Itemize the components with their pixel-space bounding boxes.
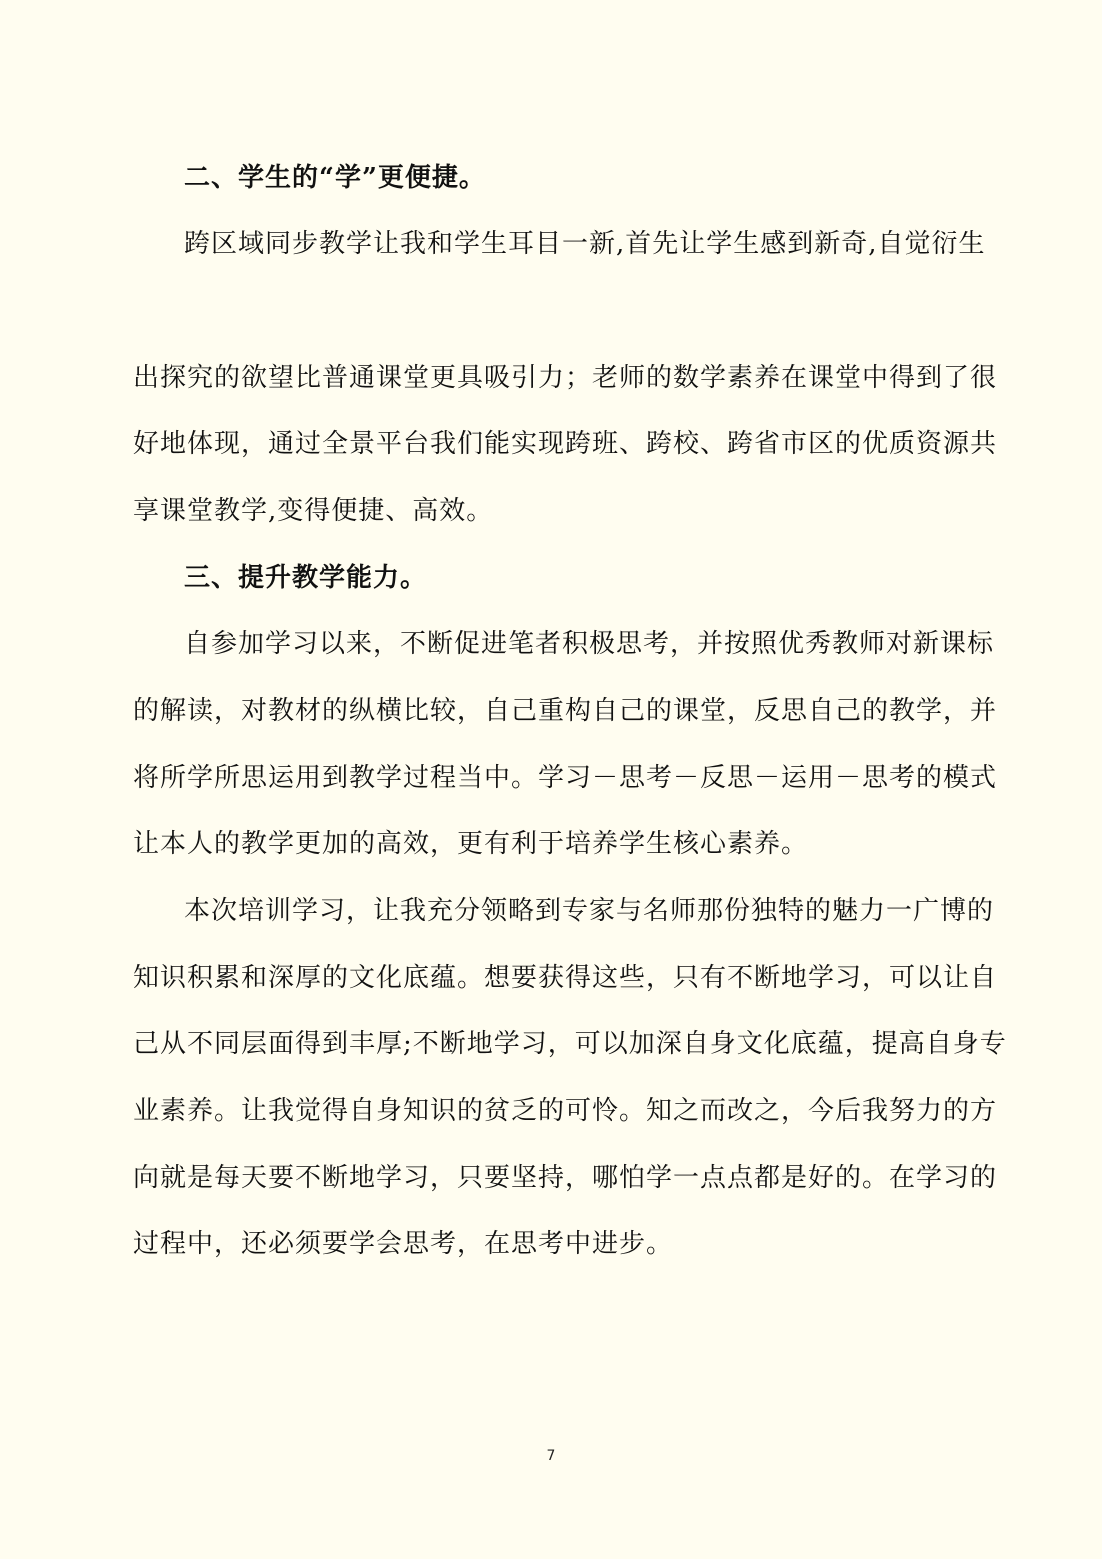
closing-line-1: 本次培训学习，让我充分领略到专家与名师那份独特的魅力一广博的 — [184, 896, 995, 926]
section-2-line-2: 出探究的欲望比普通课堂更具吸引力；老师的数学素养在课堂中得到了很 — [133, 363, 998, 393]
closing-line-5: 向就是每天要不断地学习，只要坚持，哪怕学一点点都是好的。在学习的 — [133, 1163, 998, 1193]
page-number: 7 — [546, 1448, 556, 1464]
closing-line-4: 业素养。让我觉得自身知识的贫乏的可怜。知之而改之，今后我努力的方 — [133, 1096, 998, 1126]
closing-line-3: 己从不同层面得到丰厚;不断地学习，可以加深自身文化底蕴，提高自身专 — [133, 1029, 1007, 1059]
section-3-heading: 三、提升教学能力。 — [184, 563, 428, 593]
section-2-heading: 二、学生的“学”更便捷。 — [184, 163, 486, 193]
section-3-line-2: 的解读，对教材的纵横比较，自己重构自己的课堂，反思自己的教学，并 — [133, 696, 998, 726]
section-3-line-4: 让本人的教学更加的高效，更有利于培养学生核心素养。 — [133, 829, 809, 859]
closing-line-6: 过程中，还必须要学会思考，在思考中进步。 — [133, 1229, 674, 1259]
section-2-line-1: 跨区域同步教学让我和学生耳目一新,首先让学生感到新奇,自觉衍生 — [184, 229, 986, 259]
closing-line-2: 知识积累和深厚的文化底蕴。想要获得这些，只有不断地学习，可以让自 — [133, 963, 998, 993]
section-2-line-4: 享课堂教学,变得便捷、高效。 — [133, 496, 494, 526]
section-3-line-1: 自参加学习以来，不断促进笔者积极思考，并按照优秀教师对新课标 — [184, 629, 995, 659]
section-3-line-3: 将所学所思运用到教学过程当中。学习－思考－反思－运用－思考的模式 — [133, 763, 998, 793]
section-2-line-3: 好地体现，通过全景平台我们能实现跨班、跨校、跨省市区的优质资源共 — [133, 429, 998, 459]
